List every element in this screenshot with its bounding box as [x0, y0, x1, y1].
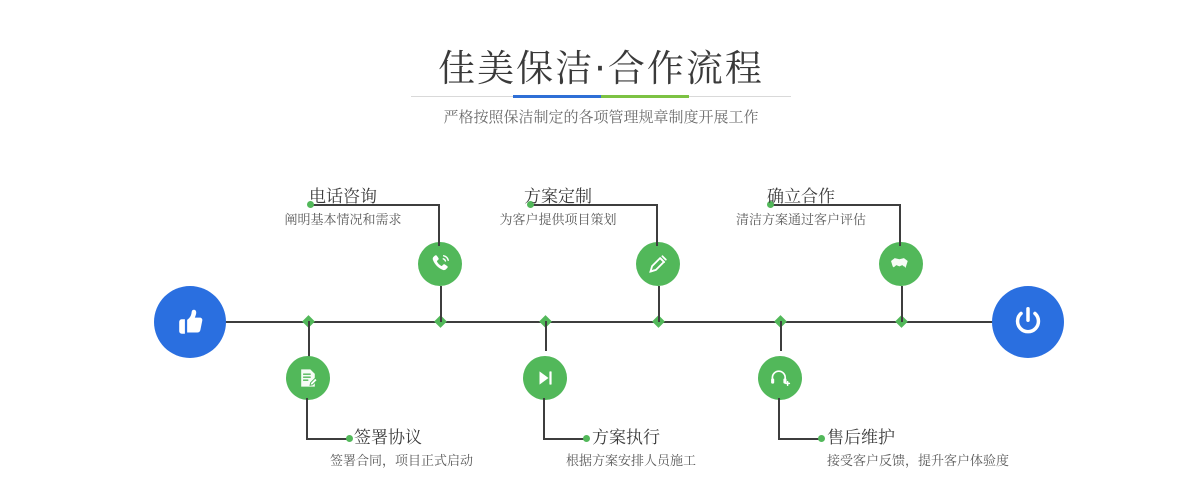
- step-desc-3: 为客户提供项目策划: [499, 213, 617, 228]
- thumbs-up-icon: [172, 304, 208, 340]
- step-label-6: 售后维护: [827, 428, 895, 448]
- document-edit-icon: [296, 366, 320, 390]
- step-leader-drop-3: [656, 204, 658, 246]
- step-text-5: [706, 186, 896, 231]
- step-desc-1: 阐明基本情况和需求: [284, 213, 402, 228]
- step-icon-3: [636, 242, 680, 286]
- page-subtitle: 严格按照保洁制定的各项管理规章制度开展工作: [443, 108, 759, 126]
- pen-ruler-icon: [646, 252, 670, 276]
- page-title: 佳美保洁·合作流程: [438, 47, 764, 90]
- step-label-3: 方案定制: [524, 187, 592, 207]
- step-label-5: 确立合作: [767, 187, 835, 207]
- step-text-6: [827, 427, 1087, 472]
- phone-call-icon: [427, 251, 453, 277]
- step-text-1: [248, 186, 438, 231]
- leader-dot: [583, 435, 590, 442]
- divider-segment-blue: [513, 95, 601, 98]
- step-desc-6: 接受客户反馈，提升客户体验度: [827, 454, 1010, 469]
- title-divider: [411, 96, 791, 97]
- step-leader-2: [306, 438, 350, 440]
- step-leader-drop-5: [899, 204, 901, 246]
- step-label-4: 方案执行: [592, 428, 660, 448]
- step-desc-4: 根据方案安排人员施工: [566, 454, 697, 469]
- step-leader-drop-1: [438, 204, 440, 246]
- leader-dot: [818, 435, 825, 442]
- node-stem: [545, 321, 547, 351]
- start-endpoint: [154, 286, 226, 358]
- power-icon: [1009, 303, 1047, 341]
- node-stem: [780, 321, 782, 351]
- step-text-3: [463, 186, 653, 231]
- step-text-2: [330, 427, 584, 472]
- step-icon-6: [758, 356, 802, 400]
- step-desc-2: 签署合同，项目正式启动: [330, 454, 474, 469]
- step-leader-drop-2: [306, 398, 308, 440]
- headset-support-icon: [768, 366, 792, 390]
- step-leader-drop-4: [543, 398, 545, 440]
- node-stem: [658, 286, 660, 322]
- step-leader-6: [778, 438, 822, 440]
- node-stem: [440, 286, 442, 322]
- end-endpoint: [992, 286, 1064, 358]
- step-icon-5: [879, 242, 923, 286]
- step-label-1: 电话咨询: [309, 187, 377, 207]
- step-leader-4: [543, 438, 587, 440]
- node-stem: [901, 286, 903, 322]
- step-desc-5: 清洁方案通过客户评估: [735, 213, 866, 228]
- handshake-icon: [888, 251, 914, 277]
- step-text-4: [566, 427, 822, 472]
- step-icon-2: [286, 356, 330, 400]
- leader-dot: [346, 435, 353, 442]
- step-icon-4: [523, 356, 567, 400]
- divider-segment-green: [601, 95, 689, 98]
- play-forward-icon: [533, 366, 557, 390]
- step-leader-drop-6: [778, 398, 780, 440]
- step-label-2: 签署协议: [354, 428, 422, 448]
- step-icon-1: [418, 242, 462, 286]
- node-stem: [308, 321, 310, 357]
